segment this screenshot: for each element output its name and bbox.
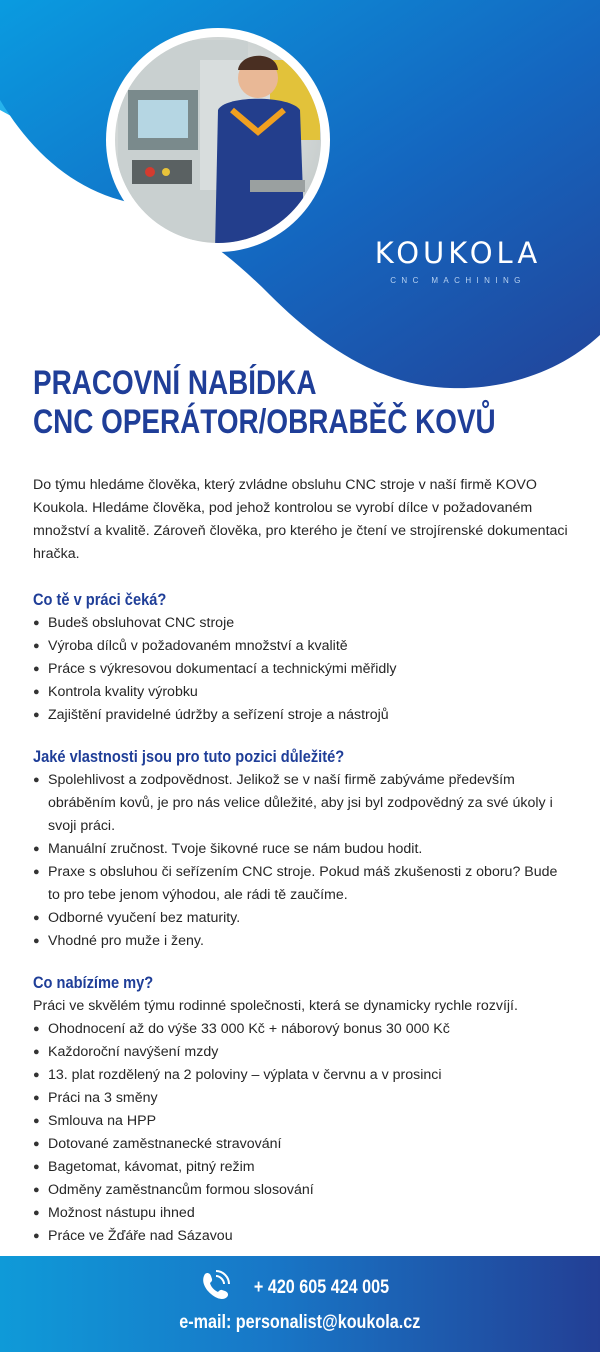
page-title xyxy=(33,364,496,442)
list-item: ● Praxe s obsluhou či seřízením CNC stroje. Pokud máš zkušenosti z oboru? Bude to pro tebe jenom výhodou, ale rádi tě zaučíme. xyxy=(33,861,573,907)
work-list xyxy=(33,612,573,727)
offer-lead: Práci ve skvělém týmu rodinné společnosti, která se dynamicky rychle rozvíjí. xyxy=(33,998,518,1014)
qualities-list xyxy=(33,769,573,953)
list-item: ● Manuální zručnost. Tvoje šikovné ruce se nám budou hodit. xyxy=(33,838,573,861)
offer-list xyxy=(33,1018,573,1248)
company-logo xyxy=(348,236,568,285)
list-item: ● Dotované zaměstnanecké stravování xyxy=(33,1133,573,1156)
title-line-1: PRACOVNÍ NABÍDKA xyxy=(33,364,317,402)
list-item: ● Výroba dílců v požadovaném množství a kvalitě xyxy=(33,635,573,658)
list-item: ● Spolehlivost a zodpovědnost. Jelikož se v naší firmě zabýváme především obráběním kovů, je pro nás velice důležité, aby jsi byl zodpovědný za své úkoly i svoji práci. xyxy=(33,769,573,838)
list-item: ● Práce s výkresovou dokumentací a technickými měřidly xyxy=(33,658,573,681)
section-qualities xyxy=(33,745,573,953)
email-row xyxy=(0,1312,600,1334)
logo-name: KOUKOLA xyxy=(374,236,542,270)
contact-footer xyxy=(0,1256,600,1352)
list-item: ● Smlouva na HPP xyxy=(33,1110,573,1133)
list-item: ● Zajištění pravidelné údržby a seřízení stroje a nástrojů xyxy=(33,704,573,727)
list-item: ● Práci na 3 směny xyxy=(33,1087,573,1110)
list-item: ● Ohodnocení až do výše 33 000 Kč + náborový bonus 30 000 Kč xyxy=(33,1018,573,1041)
section-offer-heading: Co nabízíme my? xyxy=(33,973,154,992)
list-item: ● Budeš obsluhovat CNC stroje xyxy=(33,612,573,635)
section-work xyxy=(33,588,573,727)
section-offer xyxy=(33,971,573,1248)
intro-paragraph: Do týmu hledáme člověka, který zvládne obsluhu CNC stroje v naší firmě KOVO Koukola. Hledáme člověka, pod jehož kontrolou se vyrobí dílce v požadovaném množství a kvalitě. Zároveň člověka, pro kterého je čtení ve strojírenské dokumentaci hračka. xyxy=(33,477,568,562)
list-item: ● Práce ve Žďáře nad Sázavou xyxy=(33,1225,573,1248)
logo-tagline: CNC MACHINING xyxy=(390,276,526,285)
list-item: ● Vhodné pro muže i ženy. xyxy=(33,930,573,953)
list-item: ● Možnost nástupu ihned xyxy=(33,1202,573,1225)
title-line-2: CNC OPERÁTOR/OBRABĚČ KOVŮ xyxy=(33,403,496,441)
email-address[interactable]: e-mail: personalist@koukola.cz xyxy=(179,1312,421,1333)
header-graphic xyxy=(0,0,600,400)
list-item: ● Odborné vyučení bez maturity. xyxy=(33,907,573,930)
header-banner xyxy=(0,0,600,400)
content xyxy=(33,474,573,1266)
list-item: ● Kontrola kvality výrobku xyxy=(33,681,573,704)
phone-icon xyxy=(198,1270,232,1306)
list-item: ● 13. plat rozdělený na 2 poloviny – výplata v červnu a v prosinci xyxy=(33,1064,573,1087)
list-item: ● Každoroční navýšení mzdy xyxy=(33,1041,573,1064)
phone-row xyxy=(0,1270,600,1306)
list-item: ● Bagetomat, kávomat, pitný režim xyxy=(33,1156,573,1179)
phone-number[interactable]: + 420 605 424 005 xyxy=(254,1277,390,1298)
section-qualities-heading: Jaké vlastnosti jsou pro tuto pozici důležité? xyxy=(33,747,345,766)
section-work-heading: Co tě v práci čeká? xyxy=(33,590,167,609)
list-item: ● Odměny zaměstnancům formou slosování xyxy=(33,1179,573,1202)
